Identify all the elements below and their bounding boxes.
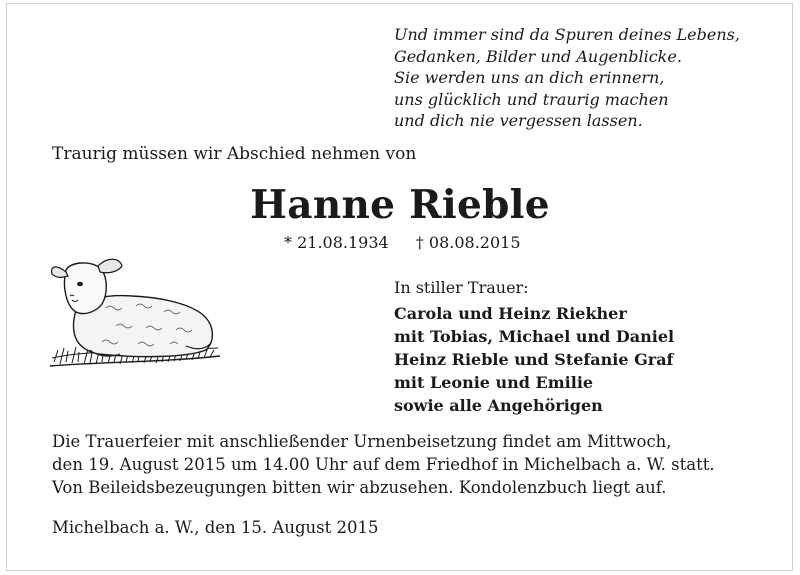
notice-line: Die Trauerfeier mit anschließender Urnenbeisetzung findet am Mittwoch, [52,432,672,451]
birth-date: * 21.08.1934 [284,233,389,252]
intro-text: Traurig müssen wir Abschied nehmen von [52,144,417,164]
lamb-illustration-icon [46,250,224,374]
notice-line: Von Beileidsbezeugungen bitten wir abzusehen. Kondolenzbuch liegt auf. [52,478,667,497]
mourner-line: Heinz Rieble und Stefanie Graf [394,350,674,369]
memorial-poem [394,24,784,132]
poem-line: uns glücklich und traurig machen [394,89,669,109]
place-and-date: Michelbach a. W., den 15. August 2015 [52,518,379,537]
funeral-notice [52,430,715,499]
poem-line: Sie werden uns an dich erinnern, [394,68,665,87]
deceased-name: Hanne Rieble [250,182,550,228]
poem-line: und dich nie vergessen lassen. [394,111,643,130]
death-date: † 08.08.2015 [415,233,521,252]
mourners-heading: In stiller Trauer: [394,278,529,297]
mourner-line: mit Leonie und Emilie [394,373,594,392]
life-dates [284,233,521,252]
mourner-line: mit Tobias, Michael und Daniel [394,327,675,346]
mourner-line: Carola und Heinz Riekher [394,304,627,323]
notice-line: den 19. August 2015 um 14.00 Uhr auf dem Friedhof in Michelbach a. W. statt. [52,455,715,474]
poem-line: Gedanken, Bilder und Augenblicke. [394,46,682,66]
mourners-list [394,302,674,417]
poem-line: Und immer sind da Spuren deines Lebens, [394,25,740,44]
mourner-line: sowie alle Angehörigen [394,396,603,415]
